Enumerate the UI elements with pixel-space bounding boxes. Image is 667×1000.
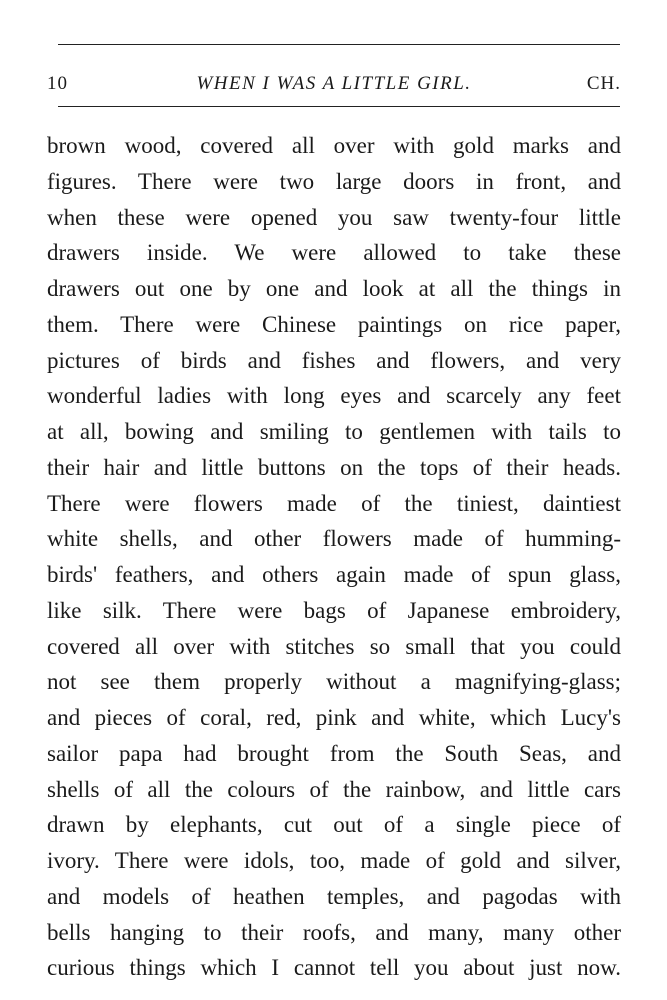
- text-line: like silk. There were bags of Japanese embroidery,: [47, 597, 621, 623]
- text-line: sailor papa had brought from the South Seas, and: [47, 740, 621, 766]
- body-text: [47, 128, 621, 986]
- text-line: white shells, and other flowers made of humming-: [47, 526, 621, 552]
- text-line: wonderful ladies with long eyes and scarcely any feet: [47, 383, 621, 409]
- page-number: 10: [47, 73, 68, 94]
- text-line: and pieces of coral, red, pink and white, which Lucy's: [47, 705, 621, 730]
- text-line: their hair and little buttons on the tops of their heads.: [47, 454, 621, 480]
- running-header: [47, 70, 621, 98]
- running-title: WHEN I WAS A LITTLE GIRL.: [196, 73, 472, 94]
- text-line: curious things which I cannot tell you about just now.: [47, 955, 621, 981]
- text-line: at all, bowing and smiling to gentlemen with tails to: [47, 419, 621, 444]
- text-line: figures. There were two large doors in front, and: [47, 168, 621, 194]
- text-line: bells hanging to their roofs, and many, many other: [47, 919, 621, 945]
- text-line: them. There were Chinese paintings on rice paper,: [47, 311, 621, 337]
- text-line: drawn by elephants, cut out of a single piece of: [47, 812, 621, 838]
- text-line: pictures of birds and fishes and flowers, and very: [47, 347, 621, 373]
- text-line: There were flowers made of the tiniest, daintiest: [47, 490, 621, 516]
- text-line: birds' feathers, and others again made of spun glass,: [47, 562, 621, 587]
- text-line: drawers out one by one and look at all the things in: [47, 276, 621, 301]
- text-line: brown wood, covered all over with gold marks and: [47, 133, 621, 158]
- text-line: ivory. There were idols, too, made of gold and silver,: [47, 848, 621, 873]
- text-line: and models of heathen temples, and pagodas with: [47, 883, 621, 909]
- text-line: drawers inside. We were allowed to take these: [47, 240, 621, 266]
- text-line: when these were opened you saw twenty-four little: [47, 204, 621, 230]
- chapter-mark: CH.: [586, 73, 621, 94]
- header-bottom-rule: [58, 106, 620, 107]
- text-line: covered all over with stitches so small that you could: [47, 633, 621, 659]
- text-line: shells of all the colours of the rainbow, and little cars: [47, 776, 621, 802]
- text-line: not see them properly without a magnifying-glass;: [47, 669, 621, 695]
- header-top-rule: [58, 44, 620, 45]
